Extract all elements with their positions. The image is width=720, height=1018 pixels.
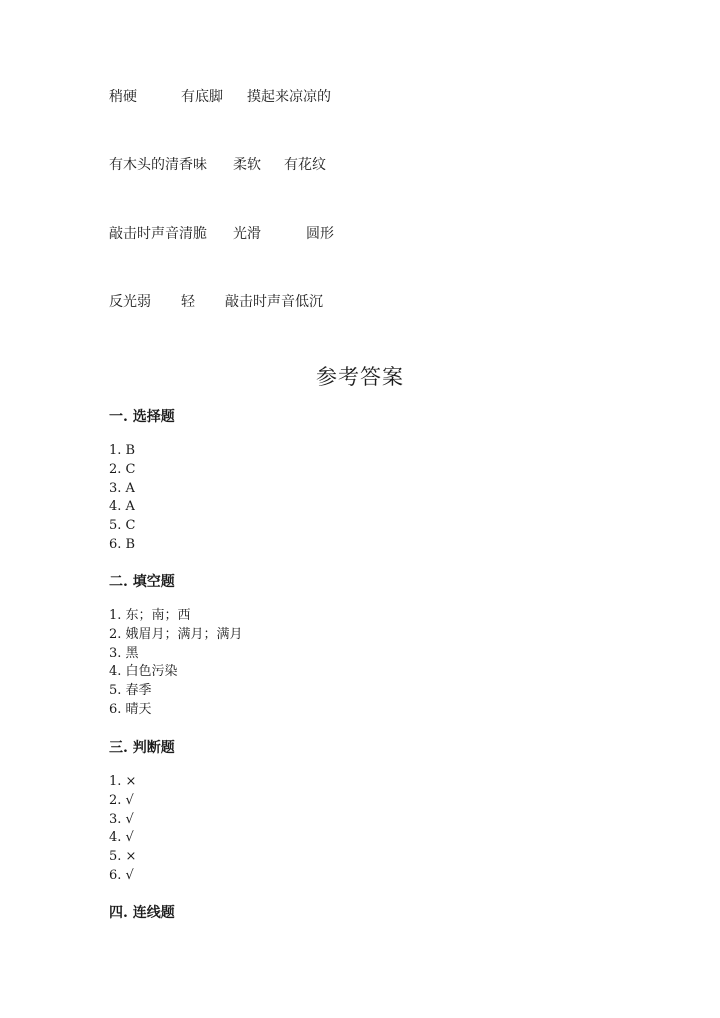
- property-item: 摸起来凉凉的: [247, 89, 331, 105]
- property-item: 有木头的清香味: [109, 157, 207, 173]
- property-item: 柔软: [233, 157, 261, 173]
- answer-item: 2. C: [109, 461, 136, 477]
- section-heading-matching: 四. 连线题: [109, 905, 175, 921]
- answer-item: 5. C: [109, 518, 136, 534]
- answer-item: 3. A: [109, 480, 135, 496]
- property-item: 敲击时声音低沉: [225, 294, 323, 310]
- section-heading-fill-blank: 二. 填空题: [109, 574, 175, 590]
- property-item: 轻: [181, 294, 195, 310]
- answer-item: 1. ×: [109, 774, 137, 789]
- answer-list-choice: [109, 442, 135, 555]
- answer-item: 6. √: [109, 867, 134, 883]
- property-item: 圆形: [306, 226, 334, 242]
- property-item: 敲击时声音清脆: [109, 226, 207, 242]
- answer-item: 4. 白色污染: [109, 664, 178, 680]
- answer-item: 1. B: [109, 443, 136, 458]
- answer-item: 2. 娥眉月；满月；满月: [109, 626, 243, 642]
- answer-key-title: 参考答案: [316, 365, 404, 389]
- property-item: 有底脚: [181, 89, 223, 105]
- answer-list-true-false: [109, 773, 136, 886]
- answer-item: 4. √: [109, 830, 134, 846]
- answer-item: 6. 晴天: [109, 701, 152, 717]
- answer-item: 5. ×: [109, 849, 137, 865]
- answer-item: 5. 春季: [109, 683, 152, 699]
- answer-item: 2. √: [109, 792, 134, 808]
- property-item: 有花纹: [284, 157, 326, 173]
- answer-item: 3. 黑: [109, 645, 139, 661]
- answer-list-fill-blank: [109, 607, 243, 720]
- section-heading-true-false: 三. 判断题: [109, 740, 175, 756]
- answer-item: 1. 东；南；西: [109, 608, 191, 623]
- property-item: 反光弱: [109, 294, 151, 310]
- section-heading-choice: 一. 选择题: [109, 409, 175, 425]
- property-item: 光滑: [233, 226, 261, 242]
- answer-item: 3. √: [109, 811, 134, 827]
- answer-item: 4. A: [109, 499, 135, 515]
- answer-item: 6. B: [109, 536, 136, 552]
- property-item: 稍硬: [109, 89, 137, 105]
